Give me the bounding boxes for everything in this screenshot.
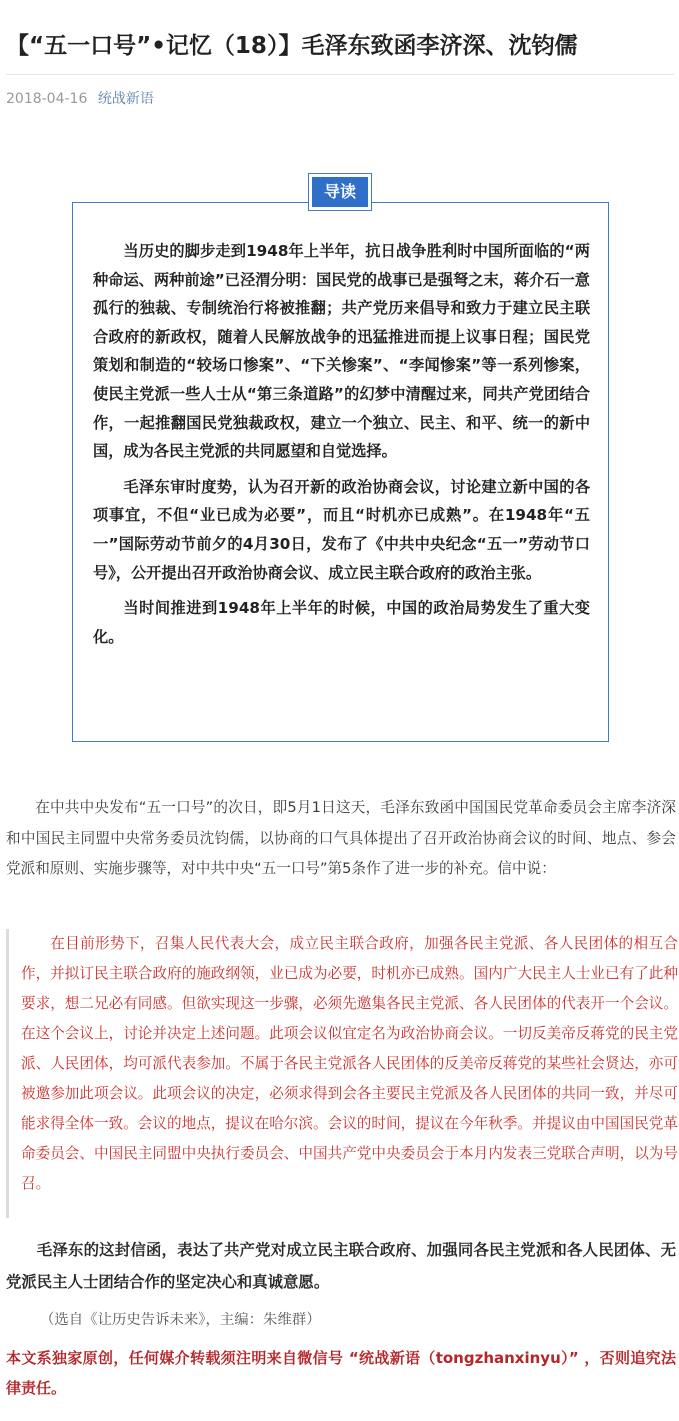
article-meta xyxy=(6,88,154,110)
letter-quote-text: 在目前形势下，召集人民代表大会，成立民主联合政府，加强各民主党派、各人民团体的相互合作，并拟订民主联合政府的施政纲领，业已成为必要，时机亦已成熟。国内广大民主人士业已有了此种要求，想二兄必有同感。但欲实现这一步骤，必须先邀集各民主党派、各人民团体的代表开一个会议。在这个会议上，讨论并决定上述问题。此项会议似宜定名为政治协商会议。一切反美帝反蒋党的民主党派、人民团体，均可派代表参加。不属于各民主党派各人民团体的反美帝反蒋党的某些社会贤达，亦可被邀参加此项会议。此项会议的决定，必须求得到会各主要民主党派及各人民团体的共同一致，并尽可能求得全体一致。会议的地点，提议在哈尔滨。会议的时间，提议在今年秋季。并提议由中国国民党革命委员会、中国民主同盟中央执行委员会、中国共产党中央委员会于本月内发表三党联合声明，以为号召。 xyxy=(21,935,678,1192)
intro-tag-label: 导读 xyxy=(312,177,368,207)
intro-paragraph: 当时间推进到1948年上半年的时候，中国的政治局势发生了重大变化。 xyxy=(93,599,590,646)
body-paragraph-2 xyxy=(6,1234,676,1298)
body-paragraph-text: 在中共中央发布“五一口号”的次日，即5月1日这天，毛泽东致函中国国民党革命委员会主席李济深和中国民主同盟中央常务委员沈钧儒，以协商的口气具体提出了召开政治协商会议的时间、地点、参会党派和原则、实施步骤等，对中共中央“五一口号”第5条作了进一步的补充。信中说： xyxy=(6,799,676,878)
title-divider xyxy=(6,74,674,75)
intro-paragraph: 毛泽东审时度势，认为召开新的政治协商会议，讨论建立新中国的各项事宜，不但“业已成为必要”，而且“时机亦已成熟”。在1948年“五一”国际劳动节前夕的4月30日，发布了《中共中央纪念“五一”劳动节口号》，公开提出召开政治协商会议、成立民主联合政府的政治主张。 xyxy=(93,477,590,582)
letter-quote xyxy=(6,929,678,1218)
article-title: 【“五一口号”•记忆（18）】毛泽东致函李济深、沈钧儒 xyxy=(6,33,578,59)
account-name-link[interactable]: 统战新语 xyxy=(97,91,154,107)
intro-text xyxy=(93,237,590,658)
body-paragraph-1 xyxy=(6,793,676,885)
body-paragraph-text: 毛泽东的这封信函，表达了共产党对成立民主联合政府、加强同各民主党派和各人民团体、无党派民主人士团结合作的坚定决心和真诚意愿。 xyxy=(6,1241,676,1291)
publish-date: 2018-04-16 xyxy=(6,91,88,107)
copyright-notice: 本文系独家原创，任何媒介转载须注明来自微信号 “统战新语（tongzhanxinyu）” ，否则追究法律责任。 xyxy=(6,1349,676,1397)
source-citation: （选自《让历史告诉未来》，主编：朱维群） xyxy=(40,1312,321,1328)
intro-paragraph: 当历史的脚步走到1948年上半年，抗日战争胜利时中国所面临的“两种命运、两种前途”已泾渭分明：国民党的战事已是强弩之末，蒋介石一意孤行的独裁、专制统治行将被推翻；共产党历来倡导和致力于建立民主联合政府的新政权，随着人民解放战争的迅猛推进而提上议事日程；国民党策划和制造的“较场口惨案”、“下关惨案”、“李闻惨案”等一系列惨案，使民主党派一些人士从“第三条道路”的幻梦中清醒过来，同共产党团结合作，一起推翻国民党独裁政权，建立一个独立、民主、和平、统一的新中国，成为各民主党派的共同愿望和自觉选择。 xyxy=(93,242,590,461)
intro-tag xyxy=(308,173,372,211)
